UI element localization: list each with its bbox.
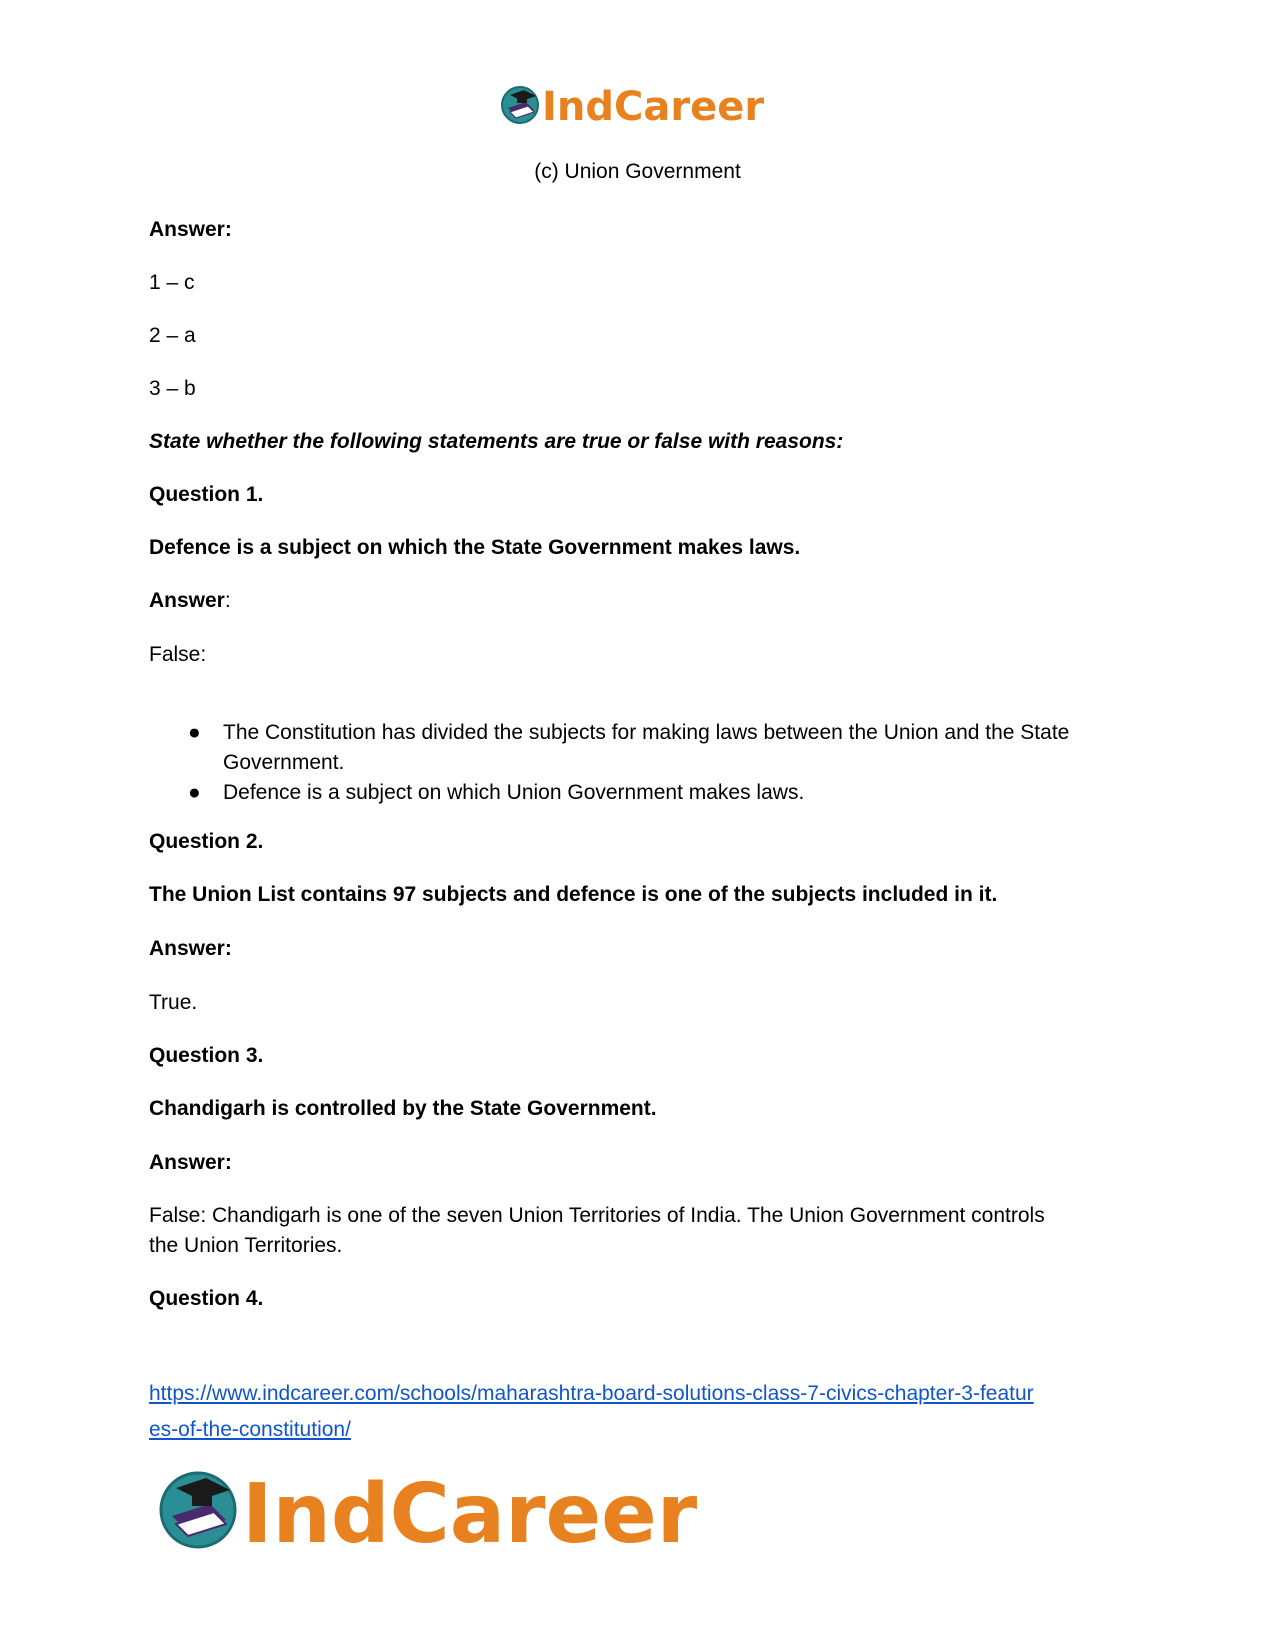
- graduation-book-globe-icon: [161, 1473, 235, 1547]
- indcareer-logo: [500, 80, 770, 130]
- logo-text: IndCareer: [542, 84, 765, 130]
- url-line-2: es-of-the-constitution/: [149, 1418, 351, 1441]
- bullet-dot: ●: [188, 781, 201, 804]
- question-2-answer: True.: [149, 991, 198, 1014]
- answer-label: Answer:: [149, 218, 232, 241]
- indcareer-logo-large: [158, 1460, 698, 1560]
- bullet-dot: ●: [188, 721, 201, 744]
- list-item: [149, 718, 1109, 778]
- graduation-book-globe-icon: [502, 87, 538, 123]
- question-1-label: Question 1.: [149, 483, 264, 506]
- url-line-1: https://www.indcareer.com/schools/maharashtra-board-solutions-class-7-civics-chapter-3-featur: [149, 1382, 1034, 1405]
- question-2-label: Question 2.: [149, 830, 264, 853]
- subtitle: (c) Union Government: [534, 160, 741, 183]
- bullet-text: The Constitution has divided the subjects for making laws between the Union and the State Government.: [223, 721, 1070, 774]
- list-item: [149, 778, 1109, 808]
- question-1-answer: False:: [149, 643, 207, 666]
- question-3-label: Question 3.: [149, 1044, 264, 1067]
- answer-colon: :: [224, 589, 231, 612]
- footer-url-link[interactable]: [149, 1382, 1034, 1441]
- question-3-answer: False: Chandigarh is one of the seven Union Territories of India. The Union Government controls the Union Territories.: [149, 1204, 1045, 1257]
- bullet-text: Defence is a subject on which Union Government makes laws.: [223, 781, 805, 804]
- question-2-statement: The Union List contains 97 subjects and defence is one of the subjects included in it.: [149, 883, 998, 906]
- question-4-label: Question 4.: [149, 1287, 264, 1310]
- question-3-answer-label: Answer:: [149, 1151, 232, 1174]
- answer-label-bold: Answer: [149, 589, 225, 612]
- answer-item: 3 – b: [149, 377, 196, 400]
- footer-url: [149, 1376, 1129, 1448]
- question-1-answer-label: [149, 586, 1109, 616]
- answer-item: 2 – a: [149, 324, 196, 347]
- question-1-statement: Defence is a subject on which the State Government makes laws.: [149, 536, 801, 559]
- section-title: State whether the following statements are true or false with reasons:: [149, 430, 844, 453]
- question-2-answer-label: Answer:: [149, 937, 232, 960]
- question-1-bullets: [149, 718, 1109, 808]
- question-3-statement: Chandigarh is controlled by the State Government.: [149, 1097, 657, 1120]
- logo-text: IndCareer: [242, 1467, 698, 1560]
- answer-item: 1 – c: [149, 271, 195, 294]
